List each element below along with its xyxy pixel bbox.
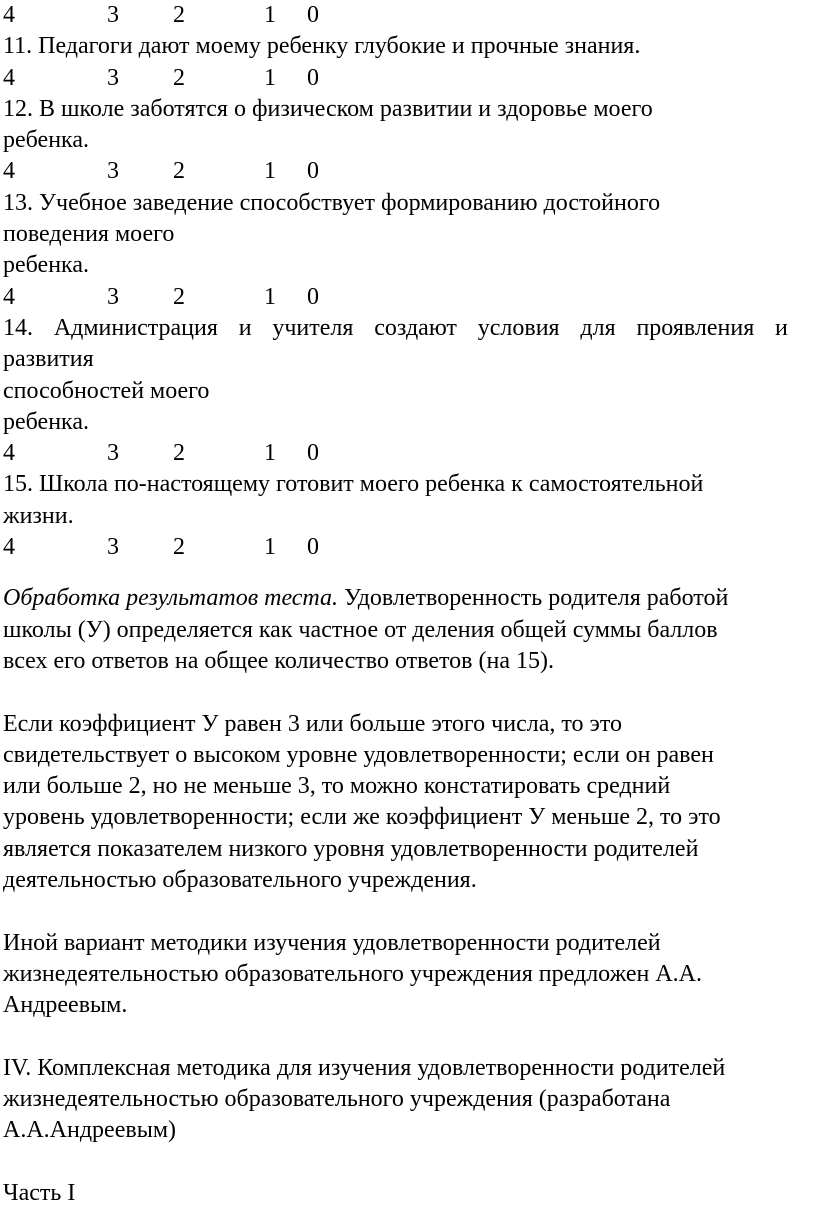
spacer [3, 896, 803, 927]
question-15: 15. Школа по-настоящему готовит моего ребенка к самостоятельной [3, 471, 704, 498]
rating-scale [3, 63, 803, 94]
rating-1: 1 [264, 158, 276, 185]
rating-1: 1 [264, 64, 276, 91]
rating-2: 2 [173, 440, 185, 467]
rating-2: 2 [173, 534, 185, 561]
rating-0: 0 [307, 534, 319, 561]
coefficient-line: или больше 2, но не меньше 3, то можно констатировать средний [3, 773, 671, 800]
section-heading: IV. Комплексная методика для изучения удовлетворенности родителей [3, 1054, 726, 1081]
rating-3: 3 [107, 534, 119, 561]
spacer [3, 563, 803, 583]
question-12: 12. В школе заботятся о физическом развитии и здоровье моего [3, 95, 653, 122]
section-heading-cont: жизнедеятельностью образовательного учреждения (разработана [3, 1086, 671, 1113]
coefficient-line: свидетельствует о высоком уровне удовлетворенности; если он равен [3, 741, 714, 768]
variant-line: жизнедеятельностью образовательного учреждения предложен А.А. [3, 960, 702, 987]
rating-2: 2 [173, 283, 185, 310]
rating-1: 1 [264, 2, 276, 28]
rating-0: 0 [307, 283, 319, 310]
variant-line: Иной вариант методики изучения удовлетворенности родителей [3, 929, 661, 956]
rating-1: 1 [264, 440, 276, 467]
question-15-cont: жизни. [3, 502, 74, 529]
processing-line: школы (У) определяется как частное от деления общей суммы баллов [3, 616, 718, 643]
coefficient-line: деятельностью образовательного учреждения. [3, 867, 477, 894]
spacer [3, 677, 803, 708]
rating-1: 1 [264, 283, 276, 310]
coefficient-line: уровень удовлетворенности; если же коэффициент У меньше 2, то это [3, 804, 721, 831]
question-14: 14. Администрация и учителя создают условия для проявления и [3, 314, 788, 341]
rating-scale [3, 282, 803, 313]
question-13-cont: ребенка. [3, 252, 89, 279]
rating-scale [3, 532, 803, 563]
coefficient-line: является показателем низкого уровня удовлетворенности родителей [3, 835, 699, 862]
rating-3: 3 [107, 283, 119, 310]
rating-0: 0 [307, 64, 319, 91]
rating-2: 2 [173, 158, 185, 185]
rating-2: 2 [173, 2, 185, 28]
rating-3: 3 [107, 440, 119, 467]
processing-heading: Обработка результатов теста. [3, 585, 339, 612]
rating-0: 0 [307, 440, 319, 467]
variant-line: Андреевым. [3, 992, 128, 1019]
processing-line: всех его ответов на общее количество ответов (на 15). [3, 647, 554, 674]
spacer [3, 1022, 803, 1053]
rating-3: 3 [107, 2, 119, 28]
document-page [3, 0, 803, 1209]
coefficient-line: Если коэффициент У равен 3 или больше этого числа, то это [3, 710, 623, 737]
rating-4: 4 [3, 534, 15, 561]
rating-3: 3 [107, 158, 119, 185]
rating-1: 1 [264, 534, 276, 561]
rating-4: 4 [3, 158, 15, 185]
question-12-cont: ребенка. [3, 127, 89, 154]
part-label: Часть I [3, 1179, 76, 1206]
rating-4: 4 [3, 440, 15, 467]
rating-0: 0 [307, 2, 319, 28]
rating-scale [3, 0, 803, 31]
spacer [3, 1147, 803, 1178]
rating-4: 4 [3, 2, 15, 28]
rating-scale [3, 438, 803, 469]
rating-4: 4 [3, 64, 15, 91]
question-14-cont: ребенка. [3, 408, 89, 435]
question-13-cont: поведения моего [3, 221, 175, 248]
rating-3: 3 [107, 64, 119, 91]
rating-0: 0 [307, 158, 319, 185]
rating-scale [3, 156, 803, 187]
section-heading-cont: А.А.Андреевым) [3, 1117, 176, 1144]
question-13: 13. Учебное заведение способствует формированию достойного [3, 189, 661, 216]
question-14-cont: развития [3, 346, 94, 373]
processing-paragraph: Обработка результатов теста. Удовлетворенность родителя работой [3, 585, 729, 612]
rating-4: 4 [3, 283, 15, 310]
rating-2: 2 [173, 64, 185, 91]
question-11: 11. Педагоги дают моему ребенку глубокие и прочные знания. [3, 33, 641, 60]
question-14-cont: способностей моего [3, 377, 210, 404]
